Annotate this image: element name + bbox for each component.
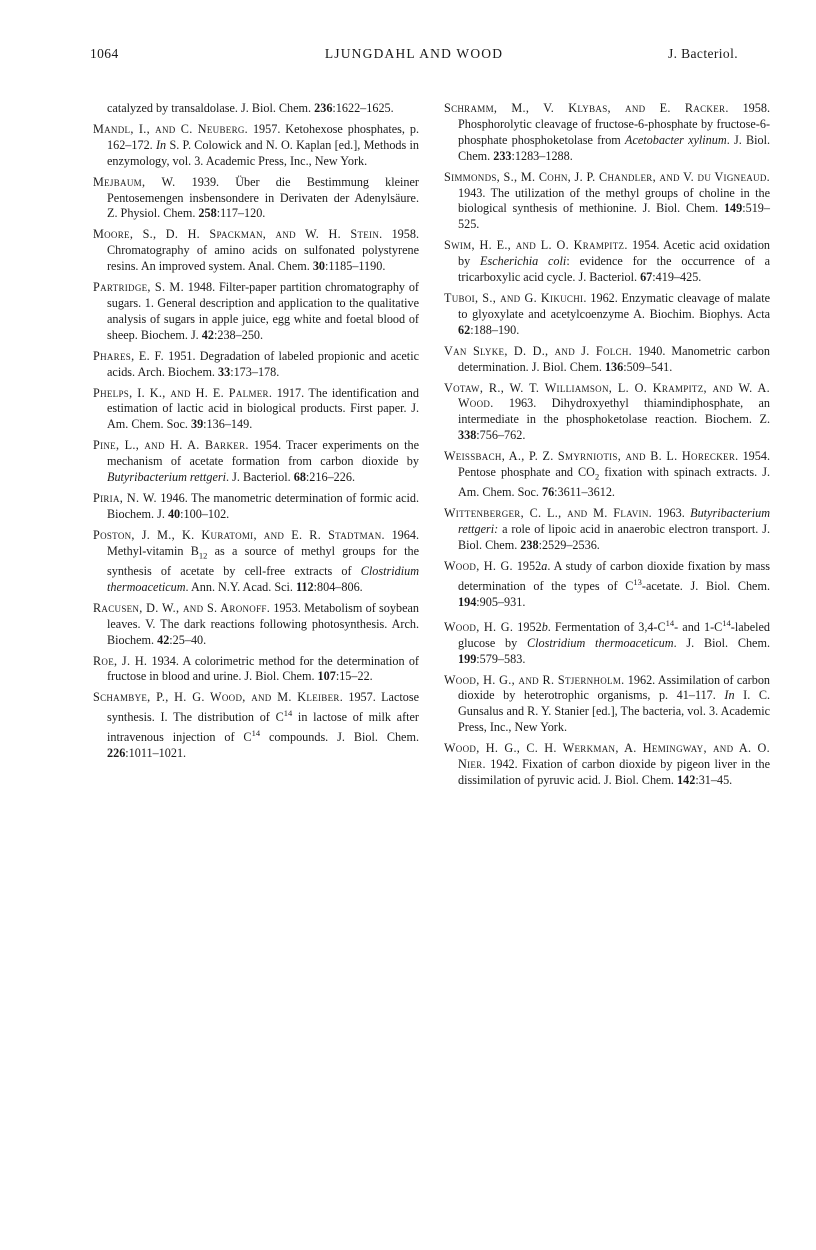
- reference-volume: 226: [107, 746, 126, 761]
- reference-volume: 30: [312, 259, 326, 274]
- reference-phelps: [93, 386, 419, 434]
- reference-volume: 136: [604, 359, 624, 374]
- reference-votaw: [444, 381, 770, 445]
- reference-volume: 39: [190, 417, 204, 432]
- reference-text: :15–22.: [335, 669, 373, 684]
- reference-phares: [93, 349, 419, 381]
- reference-text: 1942. Fixation of carbon dioxide by pigeon liver in the dissimilation of pyruvic acid. J. Biol. Chem.: [458, 757, 770, 787]
- reference-text: 1946. The manometric determination of formic acid. Biochem. J.: [107, 490, 419, 521]
- reference-italic: Clostridium thermoaceticum: [107, 564, 419, 594]
- reference-volume: 40: [167, 506, 181, 521]
- reference-text: :579–583.: [476, 651, 526, 666]
- reference-racusen: [93, 601, 419, 649]
- reference-authors: Wood, H. G.: [444, 559, 513, 573]
- reference-authors: Wood, H. G.: [444, 619, 514, 634]
- reference-piria: [93, 491, 419, 523]
- reference-pine: [93, 438, 419, 486]
- reference-text: 1934. A colorimetric method for the determination of fructose in blood and urine. J. Biol. Chem.: [107, 653, 419, 684]
- reference-volume: 338: [458, 428, 477, 443]
- reference-authors: Simmonds, S., M. Cohn, J. P. Chandler, and V. du Vigneaud.: [444, 169, 770, 184]
- reference-text: 1964. Methyl-vitamin B: [107, 527, 419, 558]
- reference-text: :136–149.: [203, 417, 253, 432]
- reference-text: :509–541.: [623, 359, 673, 374]
- journal-name: J. Bacteriol.: [667, 46, 738, 61]
- reference-text: . Ann. N.Y. Acad. Sci.: [185, 579, 297, 594]
- reference-text: 1939. Über die Bestimmung kleiner Pentosemengen insbensondere in Derivaten der Adenylsäure. Z. Physiol. Chem.: [107, 174, 419, 221]
- reference-text: :1011–1021.: [125, 746, 187, 761]
- reference-text: . J. Biol. Chem.: [458, 132, 770, 163]
- reference-italic: Escherichia coli: [480, 254, 567, 269]
- reference-volume: 42: [201, 327, 214, 342]
- reference-italic: In: [724, 688, 735, 703]
- reference-text: 14: [251, 728, 261, 739]
- reference-authors: Wood, H. G., C. H. Werkman, A. Hemingway, and A. O. Nier.: [444, 741, 770, 772]
- reference-volume: 199: [458, 651, 477, 666]
- reference-text: S. P. Colowick and N. O. Kaplan [ed.], Methods in enzymology, vol. 3. Academic Press, Inc., New York.: [107, 137, 420, 168]
- reference-wood-stjernholm: [444, 673, 770, 737]
- reference-text: 2: [595, 471, 600, 482]
- reference-volume: 107: [317, 669, 336, 684]
- running-title: LJUNGDAHL AND WOOD: [324, 46, 504, 61]
- reference-volume: 236: [314, 101, 333, 115]
- reference-authors: Votaw, R., W. T. Williamson, L. O. Krampitz, and W. A. Wood.: [444, 380, 770, 411]
- reference-schambye: [93, 690, 419, 762]
- reference-text: :3611–3612.: [554, 485, 615, 500]
- reference-authors: Partridge, S. M.: [93, 280, 184, 295]
- reference-text: :804–806.: [313, 579, 363, 594]
- reference-volume: 67: [640, 270, 653, 285]
- reference-text: . J. Biol. Chem.: [673, 635, 770, 650]
- reference-volume: 194: [458, 594, 477, 609]
- reference-text: 1963. Dihydroxyethyl thiamindiphosphate, an intermediate in the phosphoketolase reaction. Biochem. Z.: [458, 396, 770, 427]
- reference-volume: 68: [293, 470, 306, 485]
- reference-italic: Acetobacter xylinum: [625, 132, 727, 147]
- reference-simmonds: [444, 170, 770, 234]
- reference-swim: [444, 238, 770, 286]
- reference-text: :2529–2536.: [538, 538, 600, 553]
- reference-text: 1957. Lactose synthesis. I. The distribution of C: [107, 690, 419, 725]
- reference-text: :173–178.: [230, 364, 280, 379]
- reference-text: :1185–1190.: [325, 259, 386, 274]
- reference-text: :31–45.: [695, 773, 733, 787]
- reference-text: 1954. Tracer experiments on the mechanism of acetate formation from carbon dioxide by: [107, 438, 419, 469]
- running-header: [90, 46, 738, 66]
- reference-authors: Phares, E. F.: [93, 348, 164, 363]
- reference-volume: 112: [296, 579, 314, 594]
- reference-authors: Pine, L., and H. A. Barker.: [93, 438, 249, 453]
- reference-moore: [93, 227, 419, 275]
- reference-text: 1957. Ketohexose phosphates, p. 162–172.: [107, 121, 419, 152]
- reference-text: :25–40.: [169, 632, 207, 647]
- reference-text: :519–525.: [458, 201, 770, 232]
- reference-text: 1954. Acetic acid oxidation by: [458, 238, 771, 269]
- page-number: 1064: [90, 46, 119, 61]
- reference-wittenberger: [444, 506, 770, 554]
- reference-transaldolase-cont: [93, 101, 419, 117]
- reference-authors: Poston, J. M., K. Kuratomi, and E. R. Stadtman.: [93, 527, 385, 542]
- reference-text: as a source of methyl groups for the synthesis of acetate by cell-free extracts of: [107, 543, 419, 578]
- reference-text: . Fermentation of 3,4-C: [547, 619, 666, 634]
- reference-text: :216–226.: [305, 470, 356, 485]
- reference-poston: [93, 528, 419, 596]
- reference-schramm: [444, 101, 770, 165]
- reference-wood-1952b: [444, 616, 770, 668]
- reference-authors: Wittenberger, C. L., and M. Flavin.: [444, 506, 653, 521]
- reference-text: 14: [665, 617, 675, 628]
- reference-roe: [93, 654, 419, 686]
- reference-text: :188–190.: [470, 322, 520, 337]
- reference-italic: Butyribacterium rettgeri: [107, 470, 227, 485]
- reference-authors: Weissbach, A., P. Z. Smyrniotis, and B. L. Horecker.: [444, 449, 739, 464]
- reference-authors: Roe, J. H.: [93, 653, 148, 668]
- reference-authors: Swim, H. E., and L. O. Krampitz.: [444, 238, 628, 253]
- reference-vanslyke: [444, 344, 770, 376]
- reference-italic: Butyribacterium rettgeri:: [458, 506, 771, 537]
- reference-text: . J. Bacteriol.: [226, 470, 294, 485]
- reference-text: 1962. Enzymatic cleavage of malate to glyoxylate and acetylcoenzyme A. Biochim. Biophys. Acta: [458, 290, 770, 321]
- reference-text: :1622–1625.: [332, 101, 394, 115]
- reference-italic: a: [541, 559, 548, 573]
- reference-text: 13: [633, 576, 642, 587]
- reference-text: 1952: [512, 559, 542, 573]
- reference-italic: Clostridium thermoaceticum: [527, 635, 674, 650]
- reference-text: a role of lipoic acid in anaerobic electron transport. J. Biol. Chem.: [458, 522, 770, 553]
- reference-volume: 149: [723, 201, 743, 216]
- reference-text: :1283–1288.: [511, 148, 573, 163]
- reference-authors: Schramm, M., V. Klybas, and E. Racker.: [444, 101, 729, 115]
- reference-text: :238–250.: [213, 327, 264, 342]
- reference-text: catalyzed by transaldolase. J. Biol. Chem.: [107, 101, 315, 115]
- reference-authors: Wood, H. G., and R. Stjernholm.: [444, 672, 625, 687]
- reference-text: in lactose of milk after intravenous injection of C: [107, 710, 419, 745]
- reference-volume: 42: [157, 632, 170, 647]
- reference-text: 1958. Phosphorolytic cleavage of fructose-6-phosphate by fructose-6-phosphate phosphoketolase from: [458, 101, 770, 147]
- reference-text: : evidence for the occurrence of a tricarboxylic acid cycle. J. Bacteriol.: [458, 254, 770, 285]
- reference-text: 1951. Degradation of labeled propionic and acetic acids. Arch. Biochem.: [107, 348, 419, 379]
- reference-authors: Mandl, I., and C. Neuberg.: [93, 121, 249, 136]
- reference-tuboi: [444, 291, 770, 339]
- reference-text: fixation with spinach extracts. J. Am. Chem. Soc.: [458, 465, 771, 500]
- reference-text: :419–425.: [652, 270, 702, 285]
- reference-text: - and 1-C: [674, 619, 723, 634]
- reference-volume: 258: [198, 206, 217, 221]
- reference-text: 14: [283, 708, 293, 719]
- reference-text: 1943. The utilization of the methyl groups of choline in the biological synthesis of methionine. J. Biol. Chem.: [458, 185, 770, 216]
- reference-text: 1948. Filter-paper partition chromatography of sugars. 1. General description and application to the qualitative analysis of sugars in apple juice, egg white and foetal blood of sheep. Biochem. J.: [107, 280, 419, 342]
- reference-mandl: [93, 122, 419, 170]
- reference-authors: Piria, N. W.: [93, 490, 157, 505]
- reference-volume: 76: [541, 485, 555, 500]
- reference-text: 1917. The identification and estimation of lactic acid in biological products. First paper. J. Am. Chem. Soc.: [107, 385, 419, 432]
- reference-authors: Phelps, I. K., and H. E. Palmer.: [93, 385, 273, 400]
- reference-italic: b: [541, 619, 548, 634]
- references-right-column: [444, 101, 770, 794]
- reference-authors: Schambye, P., H. G. Wood, and M. Kleiber.: [93, 690, 344, 705]
- reference-text: compounds. J. Biol. Chem.: [260, 730, 419, 745]
- reference-text: :756–762.: [476, 428, 526, 443]
- reference-authors: Moore, S., D. H. Spackman, and W. H. Stein.: [93, 227, 383, 242]
- reference-wood-1952a: [444, 559, 770, 611]
- reference-text: :100–102.: [180, 506, 230, 521]
- references-left-column: [93, 101, 419, 767]
- reference-mejbaum: [93, 175, 419, 223]
- reference-text: 1953. Metabolism of soybean leaves. V. The dark reactions following photosynthesis. Arch. Biochem.: [107, 600, 419, 647]
- reference-text: 1954. Pentose phosphate and CO: [458, 449, 770, 480]
- reference-partridge: [93, 280, 419, 344]
- reference-text: :905–931.: [476, 594, 526, 609]
- reference-text: 14: [722, 617, 731, 628]
- reference-authors: Tuboi, S., and G. Kikuchi.: [444, 290, 587, 305]
- reference-text: . A study of carbon dioxide fixation by mass determination of the types of C: [458, 559, 771, 593]
- reference-authors: Van Slyke, D. D., and J. Folch.: [444, 343, 633, 358]
- reference-volume: 142: [677, 773, 696, 787]
- reference-text: -labeled glucose by: [458, 619, 771, 650]
- reference-volume: 62: [458, 322, 471, 337]
- reference-text: I. C. Gunsalus and R. Y. Stanier [ed.], The bacteria, vol. 3. Academic Press, Inc., New York.: [458, 688, 770, 735]
- reference-text: 12: [198, 550, 208, 561]
- reference-authors: Racusen, D. W., and S. Aronoff.: [93, 600, 271, 615]
- reference-weissbach: [444, 449, 770, 501]
- reference-text: -acetate. J. Biol. Chem.: [641, 578, 770, 593]
- reference-text: 1940. Manometric carbon determination. J. Biol. Chem.: [458, 343, 770, 374]
- reference-italic: In: [156, 137, 167, 152]
- reference-authors: Mejbaum, W.: [93, 174, 176, 189]
- reference-text: :117–120.: [216, 206, 266, 221]
- reference-text: 1963.: [652, 506, 691, 521]
- reference-wood-1942: [444, 741, 770, 789]
- reference-text: 1952: [513, 619, 542, 634]
- reference-volume: 233: [493, 148, 512, 163]
- reference-text: 1962. Assimilation of carbon dioxide by heterotrophic organisms, p. 41–117.: [458, 672, 771, 703]
- reference-volume: 238: [520, 538, 539, 553]
- reference-volume: 33: [218, 364, 231, 379]
- reference-text: 1958. Chromatography of amino acids on sulfonated polystyrene resins. An improved system. Anal. Chem.: [107, 227, 419, 274]
